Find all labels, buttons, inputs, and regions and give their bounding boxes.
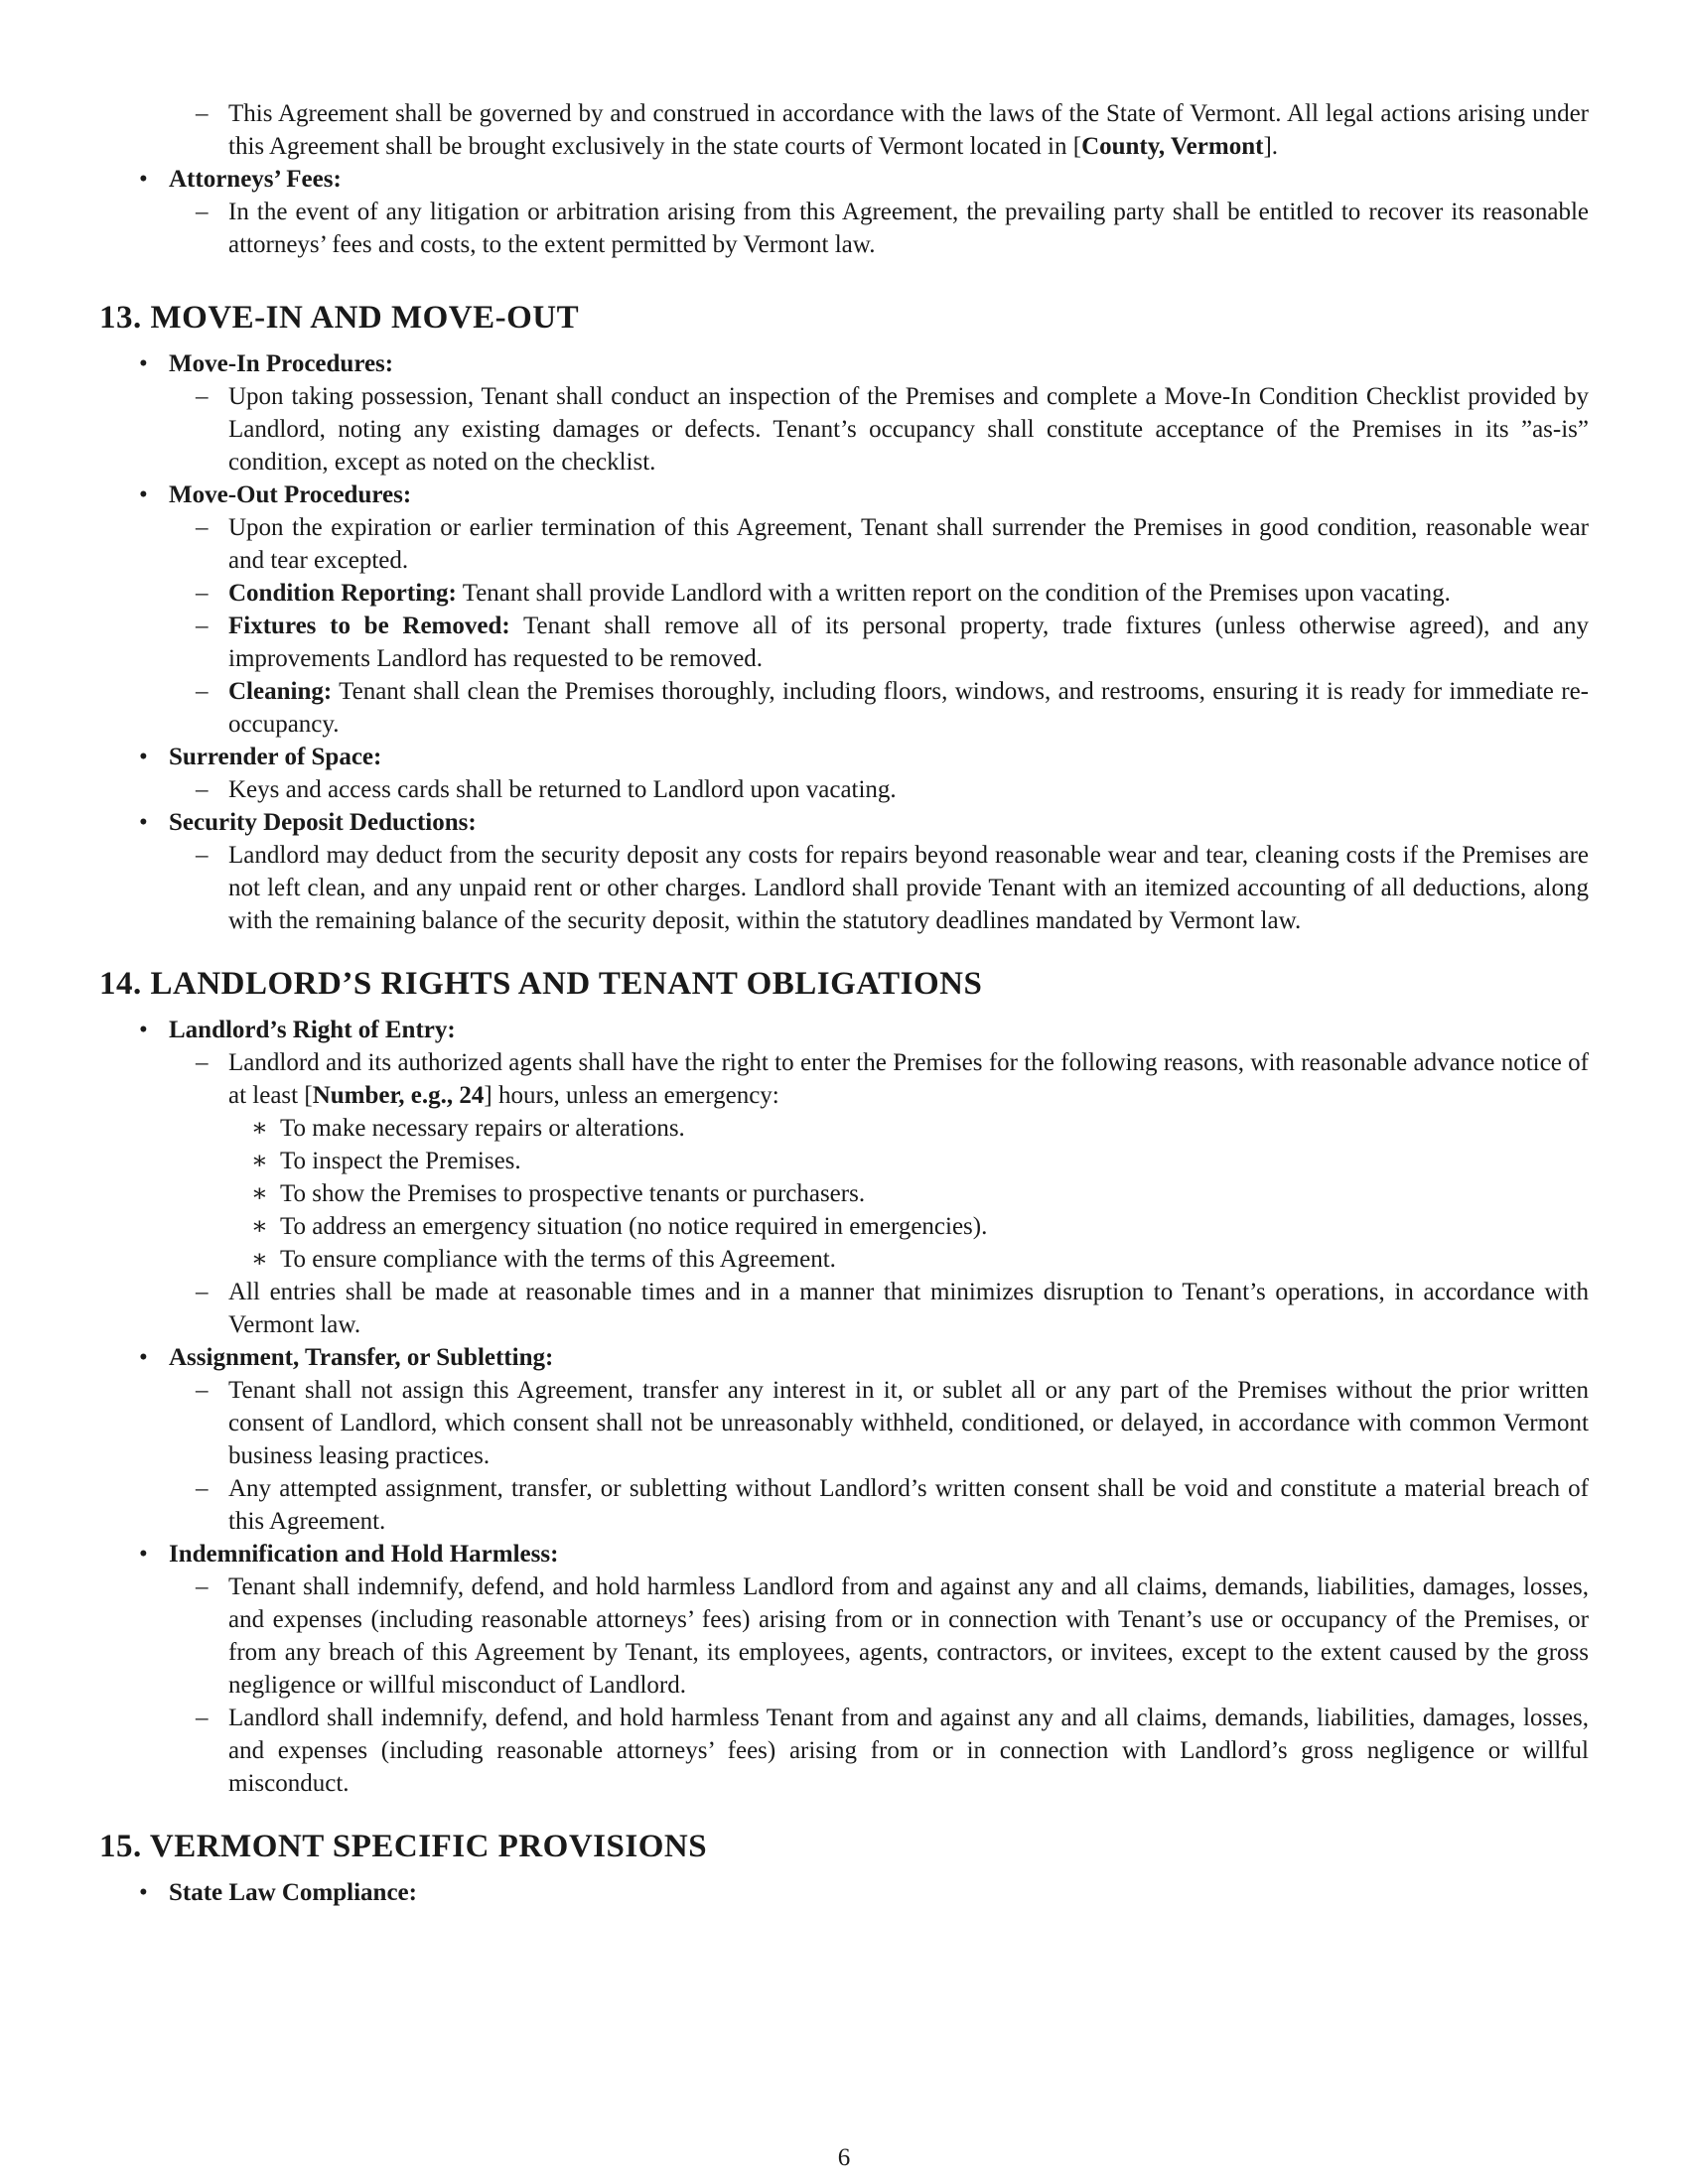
- move-out-text: Upon the expiration or earlier termination of this Agreement, Tenant shall surrender the Premises in good condition, reasonable wear and tear excepted.: [228, 514, 1589, 574]
- condition-reporting-item: [99, 577, 1589, 610]
- move-in-label: Move-In Procedures:: [169, 350, 394, 377]
- bullet-marker: •: [139, 481, 148, 508]
- governing-law-item: [99, 97, 1589, 163]
- entry-reason: [99, 1145, 1589, 1177]
- dash-marker: –: [196, 1705, 209, 1731]
- governing-law-text: This Agreement shall be governed by and construed in accordance with the laws of the State of Vermont. All legal actions arising under this Agreement shall be brought exclusively in the state courts of Vermont located in [: [228, 100, 1589, 160]
- dash-marker: –: [196, 100, 209, 127]
- assignment-bullet: [99, 1341, 1589, 1374]
- deposit-bullet: [99, 806, 1589, 839]
- entry-reason: [99, 1210, 1589, 1243]
- attorneys-fees-item: [99, 196, 1589, 261]
- entry-reason-text: To address an emergency situation (no notice required in emergencies).: [280, 1213, 988, 1240]
- landlord-indemnity-text: Landlord shall indemnify, defend, and hold harmless Tenant from and against any and all claims, demands, liabilities, damages, losses, and expenses (including reasonable attorneys’ fees) arising from or in connection with Landlord’s gross negligence or willful misconduct.: [228, 1705, 1589, 1797]
- move-in-bullet: [99, 347, 1589, 380]
- entry-reason-text: To make necessary repairs or alterations.: [280, 1115, 685, 1142]
- star-marker: ∗: [251, 1246, 268, 1273]
- dash-marker: –: [196, 199, 209, 225]
- cleaning-label: Cleaning:: [228, 678, 333, 705]
- tenant-indemnity-item: [99, 1570, 1589, 1702]
- attorneys-fees-bullet: [99, 163, 1589, 196]
- entry-times-text: All entries shall be made at reasonable times and in a manner that minimizes disruption to Tenant’s operations, in accordance with Vermont law.: [228, 1279, 1589, 1338]
- dash-marker: –: [196, 1475, 209, 1502]
- deposit-label: Security Deposit Deductions:: [169, 809, 477, 836]
- surrender-bullet: [99, 741, 1589, 773]
- attorneys-fees-label: Attorneys’ Fees:: [169, 166, 342, 193]
- entry-reason: [99, 1243, 1589, 1276]
- entry-times-item: [99, 1276, 1589, 1341]
- indemnity-label: Indemnification and Hold Harmless:: [169, 1541, 559, 1568]
- assignment-void-item: [99, 1472, 1589, 1538]
- cleaning-item: [99, 675, 1589, 741]
- move-in-item: [99, 380, 1589, 478]
- dash-marker: –: [196, 383, 209, 410]
- entry-bullet: [99, 1014, 1589, 1046]
- dash-marker: –: [196, 842, 209, 869]
- document-page: [99, 97, 1589, 1909]
- state-law-bullet: [99, 1876, 1589, 1909]
- bullet-marker: •: [139, 744, 148, 770]
- hours-placeholder: Number, e.g., 24: [312, 1082, 485, 1109]
- star-marker: ∗: [251, 1148, 268, 1174]
- tenant-indemnity-text: Tenant shall indemnify, defend, and hold harmless Landlord from and against any and all claims, demands, liabilities, damages, losses, and expenses (including reasonable attorneys’ fees) arising from or in connection with Tenant’s use or occupancy of the Premises, or from any breach of this Agreement by Tenant, its employees, agents, contractors, or invitees, except to the extent caused by the gross negligence or willful misconduct of Landlord.: [228, 1573, 1589, 1699]
- assignment-item: [99, 1374, 1589, 1472]
- surrender-text: Keys and access cards shall be returned to Landlord upon vacating.: [228, 776, 897, 803]
- star-marker: ∗: [251, 1180, 268, 1207]
- move-out-item: [99, 511, 1589, 577]
- entry-item: [99, 1046, 1589, 1112]
- move-out-bullet: [99, 478, 1589, 511]
- dash-marker: –: [196, 1573, 209, 1600]
- dash-marker: –: [196, 514, 209, 541]
- bullet-marker: •: [139, 1541, 148, 1568]
- dash-marker: –: [196, 1377, 209, 1404]
- move-in-text: Upon taking possession, Tenant shall conduct an inspection of the Premises and complete a Move-In Condition Checklist provided by Landlord, noting any existing damages or defects. Tenant’s occupancy shall constitute acceptance of the Premises in its ”as-is” condition, except as noted on the checklist.: [228, 383, 1589, 476]
- bullet-marker: •: [139, 350, 148, 377]
- section-13-heading: 13. MOVE-IN AND MOVE-OUT: [99, 300, 580, 336]
- fixtures-label: Fixtures to be Removed:: [228, 613, 510, 639]
- county-placeholder: County, Vermont: [1081, 133, 1264, 160]
- surrender-label: Surrender of Space:: [169, 744, 382, 770]
- entry-reason-text: To show the Premises to prospective tenants or purchasers.: [280, 1180, 866, 1207]
- dash-marker: –: [196, 580, 209, 607]
- fixtures-text: Tenant shall remove all of its personal property, trade fixtures (unless otherwise agreed), and any improvements Landlord has requested to be removed.: [228, 613, 1589, 672]
- dash-marker: –: [196, 1049, 209, 1076]
- entry-label: Landlord’s Right of Entry:: [169, 1017, 456, 1043]
- star-marker: ∗: [251, 1115, 268, 1142]
- bullet-marker: •: [139, 166, 148, 193]
- bullet-marker: •: [139, 809, 148, 836]
- dash-marker: –: [196, 1279, 209, 1305]
- section-15-heading: 15. VERMONT SPECIFIC PROVISIONS: [99, 1829, 708, 1864]
- condition-reporting-text: Tenant shall provide Landlord with a written report on the condition of the Premises upon vacating.: [456, 580, 1451, 607]
- governing-law-end: ].: [1263, 133, 1279, 160]
- dash-marker: –: [196, 776, 209, 803]
- deposit-text: Landlord may deduct from the security deposit any costs for repairs beyond reasonable wear and tear, cleaning costs if the Premises are not left clean, and any unpaid rent or other charges. Landlord shall provide Tenant with an itemized accounting of all deductions, along with the remaining balance of the security deposit, within the statutory deadlines mandated by Vermont law.: [228, 842, 1589, 934]
- entry-text: Landlord and its authorized agents shall have the right to enter the Premises for the following reasons, with reasonable advance notice of at least [: [228, 1049, 1589, 1109]
- state-law-label: State Law Compliance:: [169, 1879, 417, 1906]
- bullet-marker: •: [139, 1017, 148, 1043]
- deposit-item: [99, 839, 1589, 937]
- page-number: 6: [837, 2144, 851, 2171]
- attorneys-fees-text: In the event of any litigation or arbitration arising from this Agreement, the prevailing party shall be entitled to recover its reasonable attorneys’ fees and costs, to the extent permitted by Vermont law.: [228, 199, 1589, 258]
- entry-reason-text: To inspect the Premises.: [280, 1148, 521, 1174]
- entry-reason-text: To ensure compliance with the terms of this Agreement.: [280, 1246, 836, 1273]
- cleaning-text: Tenant shall clean the Premises thoroughly, including floors, windows, and restrooms, ensuring it is ready for immediate re-occupancy.: [228, 678, 1589, 738]
- entry-reason: [99, 1177, 1589, 1210]
- entry-reason: [99, 1112, 1589, 1145]
- bullet-marker: •: [139, 1879, 148, 1906]
- assignment-text: Tenant shall not assign this Agreement, transfer any interest in it, or sublet all or any part of the Premises without the prior written consent of Landlord, which consent shall not be unreasonably withheld, conditioned, or delayed, in accordance with common Vermont business leasing practices.: [228, 1377, 1589, 1469]
- entry-text-end: ] hours, unless an emergency:: [484, 1082, 779, 1109]
- dash-marker: –: [196, 678, 209, 705]
- move-out-label: Move-Out Procedures:: [169, 481, 412, 508]
- fixtures-item: [99, 610, 1589, 675]
- section-14-heading: 14. LANDLORD’S RIGHTS AND TENANT OBLIGATIONS: [99, 966, 983, 1002]
- star-marker: ∗: [251, 1213, 268, 1240]
- landlord-indemnity-item: [99, 1702, 1589, 1800]
- indemnity-bullet: [99, 1538, 1589, 1570]
- assignment-void-text: Any attempted assignment, transfer, or subletting without Landlord’s written consent shall be void and constitute a material breach of this Agreement.: [228, 1475, 1589, 1535]
- dash-marker: –: [196, 613, 209, 639]
- surrender-item: [99, 773, 1589, 806]
- bullet-marker: •: [139, 1344, 148, 1371]
- assignment-label: Assignment, Transfer, or Subletting:: [169, 1344, 554, 1371]
- condition-reporting-label: Condition Reporting:: [228, 580, 457, 607]
